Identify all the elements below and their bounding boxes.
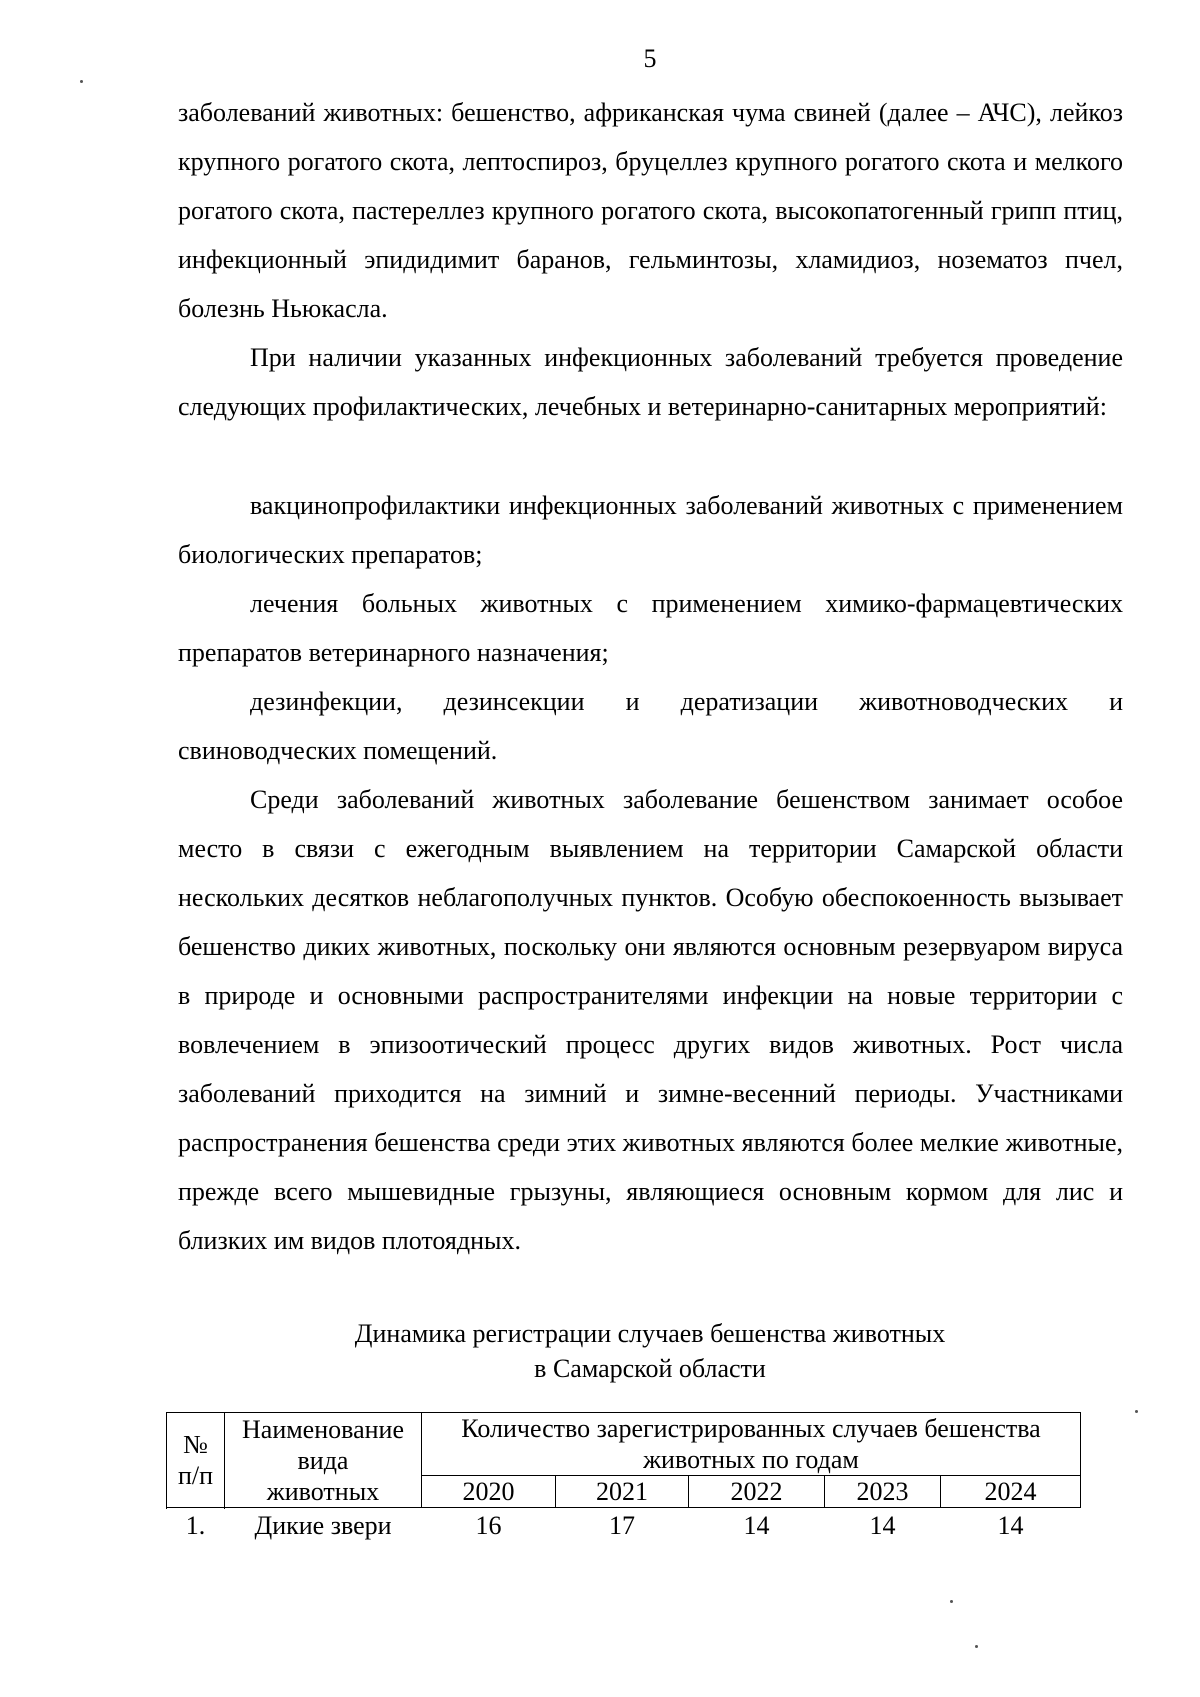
header-name-line3: животных bbox=[266, 1476, 380, 1506]
row-value-2021: 17 bbox=[609, 1510, 635, 1540]
row-value-2024: 14 bbox=[997, 1510, 1024, 1540]
header-number-line1: № bbox=[183, 1430, 208, 1459]
header-year-2022: 2022 bbox=[689, 1476, 825, 1508]
paragraph-measures-intro: При наличии указанных инфекционных заболеваний требуется проведение следующих профилактических, лечебных и ветеринарно-санитарных мероприятий: bbox=[178, 343, 1123, 421]
table-header-row bbox=[167, 1413, 1081, 1476]
table-row bbox=[167, 1508, 1081, 1545]
row-number: 1. bbox=[185, 1511, 206, 1540]
scan-speck bbox=[950, 1600, 953, 1603]
header-number-cell bbox=[167, 1413, 225, 1508]
row-value-2020: 16 bbox=[475, 1510, 502, 1540]
table-caption bbox=[0, 1316, 1200, 1386]
rabies-statistics-table bbox=[166, 1412, 1081, 1544]
paragraph-disinfection: дезинфекции, дезинсекции и дератизации животноводческих и свиноводческих помещений. bbox=[178, 687, 1123, 765]
paragraph-vaccination: вакцинопрофилактики инфекционных заболеваний животных с применением биологических препаратов; bbox=[178, 491, 1123, 569]
row-value-2022: 14 bbox=[743, 1510, 770, 1540]
table-caption-line1: Динамика регистрации случаев бешенства животных bbox=[354, 1319, 946, 1348]
scan-speck bbox=[1135, 1410, 1138, 1413]
header-year-2023: 2023 bbox=[825, 1476, 941, 1508]
header-count-line2: животных по годам bbox=[643, 1445, 859, 1474]
scan-speck bbox=[975, 1645, 978, 1648]
header-year-2020: 2020 bbox=[422, 1476, 556, 1508]
paragraph-treatment: лечения больных животных с применением химико-фармацевтических препаратов ветеринарного назначения; bbox=[178, 589, 1123, 667]
paragraph-rabies: Среди заболеваний животных заболевание бешенством занимает особое место в связи с ежегодным выявлением на территории Самарской области нескольких десятков неблагополучных пунктов. Особую обеспокоенность вызывает бешенство диких животных, поскольку они являются основным резервуаром вируса в природе и основными распространителями инфекции на новые территории с вовлечением в эпизоотический процесс других видов животных. Рост числа заболеваний приходится на зимний и зимне-весенний периоды. Участниками распространения бешенства среди этих животных являются более мелкие животные, прежде всего мышевидные грызуны, являющиеся основным кормом для лис и близких им видов плотоядных. bbox=[178, 785, 1123, 1255]
header-name-cell bbox=[225, 1413, 422, 1508]
header-year-2024: 2024 bbox=[941, 1476, 1081, 1508]
header-year-2021: 2021 bbox=[556, 1476, 689, 1508]
table-caption-line2: в Самарской области bbox=[534, 1354, 766, 1383]
scan-speck bbox=[80, 80, 83, 83]
header-count-line1: Количество зарегистрированных случаев бешенства bbox=[461, 1414, 1041, 1443]
paragraph-disease-list: заболеваний животных: бешенство, африканская чума свиней (далее – АЧС), лейкоз крупного рогатого скота, лептоспироз, бруцеллез крупного рогатого скота и мелкого рогатого скота, пастереллез крупного рогатого скота, высокопатогенный грипп птиц, инфекционный эпидидимит баранов, гельминтозы, хламидиоз, нозематоз пчел, болезнь Ньюкасла. bbox=[178, 98, 1123, 323]
header-name-line1: Наименование bbox=[242, 1414, 404, 1444]
header-number-line2: п/п bbox=[177, 1461, 214, 1490]
page-number: 5 bbox=[643, 44, 657, 73]
header-count-cell bbox=[422, 1413, 1081, 1476]
row-value-2023: 14 bbox=[869, 1510, 896, 1540]
header-name-line2: вида bbox=[297, 1445, 349, 1475]
row-animal-type: Дикие звери bbox=[254, 1511, 392, 1540]
